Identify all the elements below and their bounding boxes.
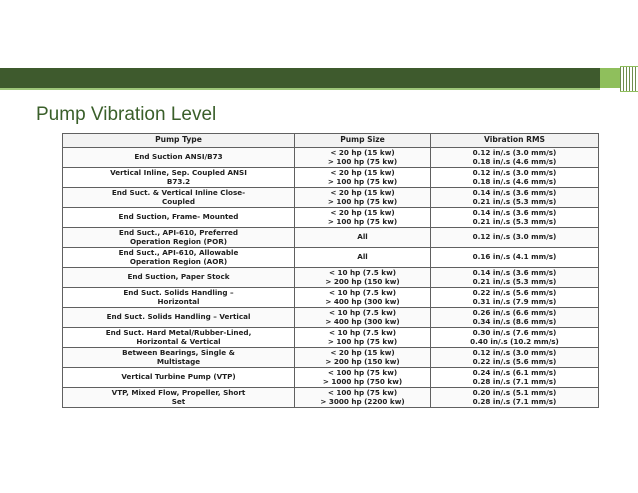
vibration-rms-cell [431,388,599,408]
header-pump-type: Pump Type [63,134,295,148]
pump-size-cell-line: < 10 hp (7.5 kw) [328,328,397,337]
pump-type-cell-line: Set [171,396,186,406]
table-row [63,328,599,348]
pump-size-cell-line: > 200 hp (150 kw) [325,276,400,286]
pump-type-cell [63,388,295,408]
pump-size-cell-line: > 100 hp (75 kw) [327,216,398,226]
pump-size-cell [295,328,431,348]
pump-size-cell [295,228,431,248]
header-underline [0,88,600,90]
pump-size-cell [295,248,431,268]
vibration-rms-cell-line: 0.20 in/.s (5.1 mm/s) [472,388,557,397]
pump-size-cell-line: > 200 hp (150 kw) [325,356,400,366]
pump-size-cell-line: All [357,252,368,262]
vibration-rms-cell-line: 0.21 in/.s (5.3 mm/s) [472,276,557,286]
vibration-rms-cell-line: 0.18 in/.s (4.6 mm/s) [472,156,557,166]
table-row [63,348,599,368]
pump-size-cell [295,168,431,188]
vibration-rms-cell-line: 0.22 in/.s (5.6 mm/s) [472,356,557,366]
table-body [63,148,599,408]
header-pump-size: Pump Size [295,134,431,148]
pump-size-cell [295,288,431,308]
header-accent-block [600,68,620,88]
pump-size-cell [295,208,431,228]
pump-size-cell-line: > 100 hp (75 kw) [327,156,398,166]
pump-type-cell-line: End Suct. Solids Handling – [123,288,234,297]
pump-size-cell-line: < 20 hp (15 kw) [330,188,395,197]
vibration-rms-cell-line: 0.31 in/.s (7.9 mm/s) [472,296,557,306]
vibration-rms-cell [431,168,599,188]
pump-size-cell [295,188,431,208]
pump-type-cell [63,228,295,248]
pump-size-cell-line: < 100 hp (75 kw) [327,388,398,397]
vibration-rms-cell-line: 0.24 in/.s (6.1 mm/s) [472,368,557,377]
vibration-rms-cell [431,368,599,388]
pump-size-cell-line: > 100 hp (75 kw) [327,196,398,206]
table-row [63,208,599,228]
pump-type-cell-line: Coupled [162,196,195,206]
table-row [63,388,599,408]
pump-type-cell-line: Vertical Turbine Pump (VTP) [121,372,236,382]
pump-size-cell-line: > 3000 hp (2200 kw) [320,396,405,406]
header-stripe-decoration [620,66,638,92]
pump-type-cell-line: End Suction, Paper Stock [127,272,230,282]
vibration-rms-cell-line: 0.21 in/.s (5.3 mm/s) [472,216,557,226]
vibration-rms-cell [431,268,599,288]
vibration-rms-cell-line: 0.12 in/.s (3.0 mm/s) [472,348,557,357]
vibration-rms-cell-line: 0.18 in/.s (4.6 mm/s) [472,176,557,186]
pump-size-cell-line: < 10 hp (7.5 kw) [328,288,397,297]
table-row [63,288,599,308]
pump-type-cell-line: Multistage [156,356,201,366]
vibration-rms-cell [431,288,599,308]
pump-type-cell-line: End Suct. Solids Handling – Vertical [106,312,251,322]
pump-type-cell [63,368,295,388]
pump-type-cell-line: End Suct., API-610, Preferred [118,228,239,237]
table-header-row [63,134,599,148]
vibration-rms-cell [431,308,599,328]
pump-type-cell-line: B73.2 [166,176,191,186]
pump-size-cell-line: < 10 hp (7.5 kw) [328,308,397,317]
vibration-rms-cell [431,248,599,268]
vibration-rms-cell-line: 0.28 in/.s (7.1 mm/s) [472,396,557,406]
table-row [63,368,599,388]
vibration-rms-cell [431,228,599,248]
vibration-rms-cell-line: 0.34 in/.s (8.6 mm/s) [472,316,557,326]
vibration-rms-cell-line: 0.12 in/.s (3.0 mm/s) [472,168,557,177]
pump-size-cell [295,368,431,388]
pump-size-cell [295,348,431,368]
table-row [63,228,599,248]
pump-size-cell-line: < 20 hp (15 kw) [330,148,395,157]
pump-size-cell-line: > 1000 hp (750 kw) [322,376,403,386]
vibration-rms-cell-line: 0.22 in/.s (5.6 mm/s) [472,288,557,297]
pump-size-cell-line: > 400 hp (300 kw) [325,316,400,326]
table-row [63,308,599,328]
vibration-rms-cell-line: 0.21 in/.s (5.3 mm/s) [472,196,557,206]
pump-size-cell-line: < 20 hp (15 kw) [330,348,395,357]
pump-size-cell [295,308,431,328]
table-row [63,248,599,268]
pump-type-cell-line: Horizontal [157,296,200,306]
pump-type-cell-line: Between Bearings, Single & [122,348,235,357]
pump-type-cell [63,248,295,268]
table-row [63,148,599,168]
vibration-rms-cell-line: 0.40 in/.s (10.2 mm/s) [470,336,559,346]
vibration-rms-cell [431,328,599,348]
slide-title: Pump Vibration Level [36,104,217,125]
pump-type-cell-line: Horizontal & Vertical [136,336,221,346]
table-row [63,168,599,188]
pump-type-cell-line: Vertical Inline, Sep. Coupled ANSI [110,168,247,177]
pump-size-cell [295,388,431,408]
pump-type-cell-line: Operation Region (POR) [129,236,228,246]
pump-type-cell [63,268,295,288]
vibration-rms-cell-line: 0.12 in/.s (3.0 mm/s) [472,148,557,157]
pump-size-cell-line: < 100 hp (75 kw) [327,368,398,377]
vibration-rms-cell-line: 0.14 in/.s (3.6 mm/s) [472,208,557,217]
vibration-rms-cell-line: 0.16 in/.s (4.1 mm/s) [472,252,557,262]
vibration-rms-cell-line: 0.26 in/.s (6.6 mm/s) [472,308,557,317]
pump-type-cell [63,148,295,168]
vibration-rms-cell-line: 0.14 in/.s (3.6 mm/s) [472,268,557,277]
table-row [63,268,599,288]
pump-type-cell-line: Operation Region (AOR) [129,256,228,266]
pump-type-cell-line: End Suct. Hard Metal/Rubber-Lined, [105,328,252,337]
pump-type-cell [63,188,295,208]
pump-type-cell [63,328,295,348]
pump-type-cell-line: VTP, Mixed Flow, Propeller, Short [111,388,246,397]
pump-size-cell [295,268,431,288]
vibration-rms-cell-line: 0.30 in/.s (7.6 mm/s) [472,328,557,337]
pump-type-cell-line: End Suction, Frame- Mounted [118,212,239,222]
vibration-rms-cell-line: 0.14 in/.s (3.6 mm/s) [472,188,557,197]
vibration-rms-cell [431,188,599,208]
pump-type-cell [63,208,295,228]
pump-type-cell [63,308,295,328]
vibration-rms-cell-line: 0.12 in/.s (3.0 mm/s) [472,232,557,242]
pump-size-cell-line: < 10 hp (7.5 kw) [328,268,397,277]
table-row [63,188,599,208]
pump-type-cell [63,348,295,368]
vibration-rms-cell [431,148,599,168]
pump-size-cell-line: > 100 hp (75 kw) [327,336,398,346]
header-vibration-rms: Vibration RMS [431,134,599,148]
pump-type-cell-line: End Suct., API-610, Allowable [118,248,239,257]
vibration-rms-cell [431,348,599,368]
pump-size-cell-line: > 400 hp (300 kw) [325,296,400,306]
header-band [0,68,600,88]
pump-size-cell-line: > 100 hp (75 kw) [327,176,398,186]
pump-type-cell [63,288,295,308]
pump-size-cell-line: All [357,232,368,242]
vibration-rms-cell-line: 0.28 in/.s (7.1 mm/s) [472,376,557,386]
pump-vibration-table [62,133,599,408]
pump-size-cell-line: < 20 hp (15 kw) [330,208,395,217]
pump-type-cell-line: End Suction ANSI/B73 [134,152,223,162]
pump-size-cell [295,148,431,168]
vibration-rms-cell [431,208,599,228]
pump-type-cell [63,168,295,188]
pump-size-cell-line: < 20 hp (15 kw) [330,168,395,177]
pump-type-cell-line: End Suct. & Vertical Inline Close- [111,188,246,197]
